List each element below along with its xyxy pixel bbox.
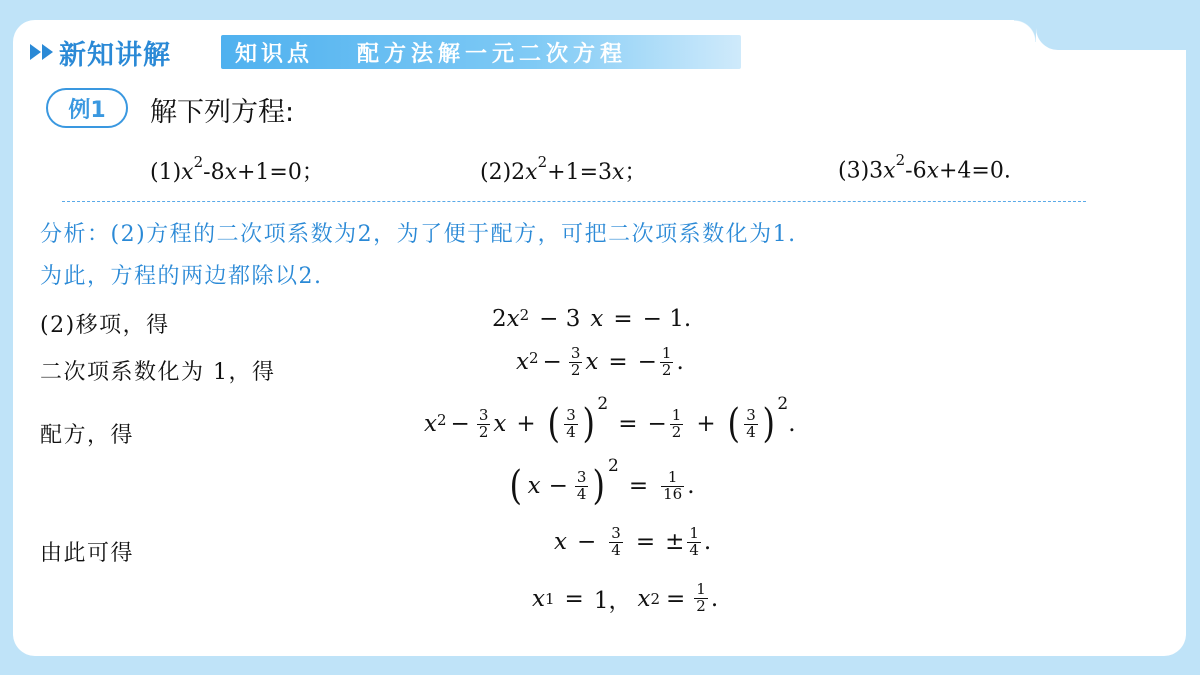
- equation-2: $(2)2x^2+1=3x$；: [480, 152, 647, 185]
- card-tab-notch: [1036, 20, 1186, 50]
- fraction: $\frac{3}{2}$: [478, 405, 489, 441]
- section-title: 新知讲解: [59, 39, 171, 71]
- math-step-4: ( x − $\frac{3}{4}$ ) 2 = $\frac{1}{16}$ .: [509, 456, 695, 509]
- example-prompt: 解下列方程:: [150, 97, 295, 128]
- topic-bar: [221, 35, 741, 69]
- fraction: $\frac{3}{4}$: [746, 405, 756, 441]
- math-step-2: x 2 − $\frac{3}{2}$ x = − $\frac{1}{2}$ .: [516, 344, 684, 379]
- fraction: $\frac{3}{4}$: [576, 467, 587, 503]
- step-label-1: (2)移项，得: [40, 313, 170, 338]
- double-arrow-icon: [30, 44, 53, 60]
- section-header: [30, 34, 171, 70]
- fraction: $\frac{1}{4}$: [689, 524, 699, 559]
- analysis-line-1: 分析：(2)方程的二次项系数为2，为了便于配方，可把二次项系数化为1.: [40, 222, 797, 247]
- fraction: $\frac{1}{2}$: [671, 405, 682, 441]
- topic-title: 配方法解一元二次方程: [357, 40, 628, 67]
- step-label-3: 配方，得: [40, 423, 135, 448]
- equation-3: $(3)3x^2-6x+4=0$.: [838, 151, 1011, 184]
- step-label-5: 由此可得: [40, 541, 135, 566]
- math-step-5: x − $\frac{3}{4}$ = ± $\frac{1}{4}$ .: [554, 524, 712, 559]
- math-step-1: 2 x 2 − 3 x = − 1.: [492, 306, 692, 332]
- fraction: $\frac{3}{4}$: [566, 405, 576, 441]
- example-badge: 例1: [46, 88, 128, 128]
- analysis-line-2: 为此，方程的两边都除以2.: [40, 264, 323, 289]
- fraction: $\frac{3}{4}$: [611, 524, 621, 559]
- math-step-6: x 1 = 1， x 2 = $\frac{1}{2}$ .: [532, 580, 719, 615]
- fraction: $\frac{1}{16}$: [663, 467, 683, 503]
- equation-1: $(1)x^2-8x+1=0$；: [150, 152, 324, 185]
- topic-label: 知识点: [235, 40, 314, 67]
- fraction: $\frac{1}{2}$: [696, 580, 706, 615]
- dashed-divider: [62, 201, 1086, 202]
- fraction: $\frac{3}{2}$: [570, 344, 581, 379]
- fraction: $\frac{1}{2}$: [661, 344, 672, 379]
- step-label-2: 二次项系数化为 1，得: [40, 360, 276, 385]
- math-step-3: x 2 − $\frac{3}{2}$ x + ( $\frac{3}{4}$ ) 2 = − $\frac{1}{2}$ + ( $\frac{3}{4}$ ) 2 .: [424, 394, 796, 447]
